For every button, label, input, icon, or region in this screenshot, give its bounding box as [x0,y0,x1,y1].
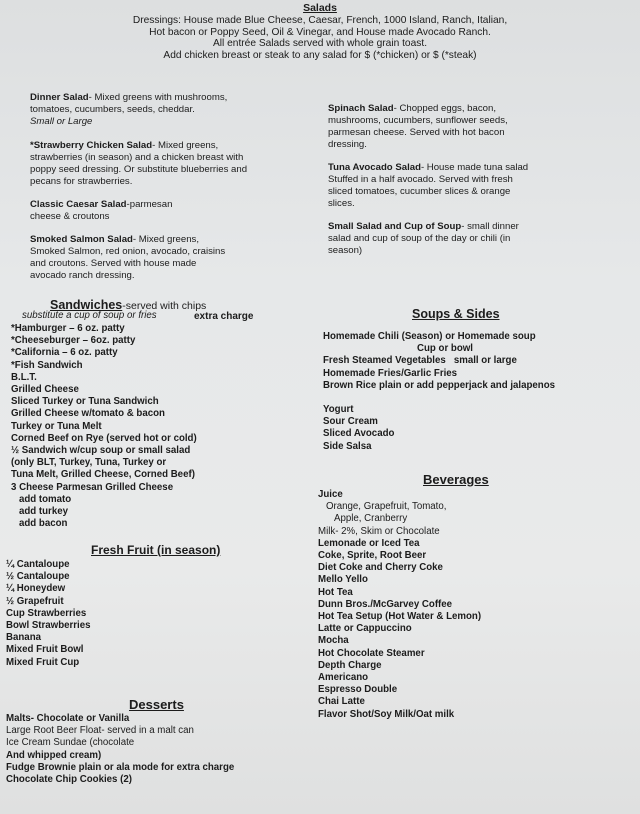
menu-item: Brown Rice plain or add pepperjack and jalapenos [323,379,556,391]
salad-note: Small or Large [30,115,93,127]
salad-smoked-salmon [30,234,235,282]
header-line: Hot bacon or Poppy Seed, Oil & Vinegar, and House made Avocado Ranch. [149,26,491,38]
menu-item: Sliced Avocado [323,428,395,440]
salads-header-lines [0,15,640,61]
desserts-title: Desserts [129,697,184,712]
menu-item: Dunn Bros./McGarvey Coffee [318,598,453,610]
header-line: Dressings: House made Blue Cheese, Caesar, French, 1000 Island, Ranch, Italian, [132,15,508,26]
desserts-list [6,713,234,786]
menu-item: *Cheeseburger – 6oz. patty [11,335,136,347]
salad-name: Smoked Salmon Salad [30,234,133,245]
menu-item: Milk- 2%, Skim or Chocolate [318,525,440,537]
menu-item: *Hamburger – 6 oz. patty [11,323,125,334]
menu-item: Homemade Fries/Garlic Fries [323,367,458,379]
menu-item: Chocolate Chip Cookies (2) [6,774,132,786]
menu-item: Fudge Brownie plain or ala mode for extra charge [6,761,235,773]
menu-item: Hot Chocolate Steamer [318,647,425,659]
salad-desc: -parmesan cheese & croutons [30,199,173,222]
salad-dinner [30,92,250,128]
sides-list [323,404,394,453]
menu-item: *Fish Sandwich [11,359,83,371]
menu-item: Ice Cream Sundae (chocolate [6,737,135,749]
menu-item-sizes: small or large [453,355,517,367]
salad-desc: - House made tuna salad Stuffed in a half avocado. Served with fresh sliced tomatoes, cucumber slices & orange slices. [328,162,529,209]
menu-item: Grilled Cheese w/tomato & bacon [11,408,165,420]
menu-item: Mixed Fruit Cup [6,656,80,668]
salad-small-soup [328,221,543,257]
menu-item: Sour Cream [323,416,378,428]
salad-name: Classic Caesar Salad [30,199,127,210]
menu-item: Mixed Fruit Bowl [6,644,84,656]
menu-item: Yogurt [323,404,354,415]
menu-item-detail: Apple, Cranberry [334,513,408,525]
menu-item: Mello Yello [318,574,368,586]
menu-item: Latte or Cappuccino [318,623,412,635]
salad-desc: - Mixed greens, Smoked Salmon, red onion, avocado, craisins and croutons. Served with house made avocado ranch dressing. [30,234,226,281]
menu-item: Malts- Chocolate or Vanilla [6,713,130,724]
menu-item: Americano [318,672,369,684]
sandwiches-subtitle: -served with chips [122,300,207,312]
menu-item: Hot Tea [318,586,353,598]
menu-item: Hot Tea Setup (Hot Water & Lemon) [318,611,482,623]
menu-item: Coke, Sprite, Root Beer [318,550,427,562]
menu-item: Bowl Strawberries [6,620,91,632]
menu-item: Chai Latte [318,696,365,708]
fruit-title: Fresh Fruit (in season) [91,543,221,557]
menu-item: Corned Beef on Rye (served hot or cold) [11,432,197,444]
addon-item: add tomato [19,493,72,505]
menu-item: Homemade Chili (Season) or Homemade soup [323,331,536,342]
menu-item: Depth Charge [318,659,382,671]
menu-item: Turkey or Tuna Melt [11,420,102,432]
sandwiches-list [11,323,197,530]
fruit-list [6,559,91,669]
salad-strawberry-chicken [30,140,255,188]
menu-item: Tuna Melt, Grilled Cheese, Corned Beef) [11,469,195,481]
menu-item: Large Root Beer Float- served in a malt can [6,725,194,737]
menu-item: ½ Cantaloupe [6,571,70,583]
soups-list [323,331,555,392]
salad-desc: - small dinner salad and cup of soup of the day or chili (in season) [328,221,519,256]
salad-desc: - Chopped eggs, bacon, mushrooms, cucumbers, sunflower seeds, parmesan cheese. Served with hot bacon dressing. [328,103,508,150]
menu-item: Diet Coke and Cherry Coke [318,562,443,574]
salad-name: Tuna Avocado Salad [328,162,421,173]
salad-desc: - Mixed greens, strawberries (in season) and a chicken breast with poppy seed dressing. Or substitute blueberries and pecans for strawberries. [30,140,248,187]
addon-item: add turkey [19,506,68,518]
soups-title: Soups & Sides [412,307,500,321]
header-line: All entrée Salads served with whole grain toast. [212,38,428,50]
menu-item: Lemonade or Iced Tea [318,537,420,549]
sandwiches-title: Sandwiches [50,298,123,312]
menu-item: Sliced Turkey or Tuna Sandwich [11,396,159,408]
extra-charge: extra charge [194,311,254,322]
salad-name: Dinner Salad [30,92,89,103]
menu-item: ¼ Cantaloupe [6,559,70,570]
menu-item: B.L.T. [11,371,37,383]
menu-item: 3 Cheese Parmesan Grilled Cheese [11,481,174,493]
menu-item: Grilled Cheese [11,384,79,396]
menu-item: Espresso Double [318,684,398,696]
salad-tuna-avocado [328,162,538,210]
menu-item: (only BLT, Turkey, Tuna, Turkey or [11,457,167,469]
menu-item: Juice [318,489,343,500]
salad-desc: - Mixed greens with mushrooms, tomatoes, cucumbers, seeds, cheddar. [30,92,228,115]
menu-item-label: Fresh Steamed Vegetables [323,355,446,367]
beverages-list [318,489,481,721]
header-line: Add chicken breast or steak to any salad for $ (*chicken) or $ (*steak) [163,49,477,61]
menu-item: Mocha [318,635,349,647]
menu-item: *California – 6 oz. patty [11,347,118,359]
salad-caesar [30,199,200,223]
addon-item: add bacon [19,518,68,530]
menu-item [323,355,555,367]
salad-name: Spinach Salad [328,103,394,114]
menu-item: And whipped cream) [6,749,102,761]
menu-item: Banana [6,632,41,644]
menu-item: ½ Sandwich w/cup soup or small salad [11,445,191,457]
menu-item: ¼ Honeydew [6,583,66,595]
menu-item: ½ Grapefruit [6,595,64,607]
menu-item: Flavor Shot/Soy Milk/Oat milk [318,708,455,720]
salads-title: Salads [303,2,337,14]
menu-item: Side Salsa [323,440,372,452]
substitute-note: substitute a cup of soup or fries [22,310,157,321]
beverages-title: Beverages [423,472,489,487]
menu-item-detail: Orange, Grapefruit, Tomato, [326,501,447,513]
menu-item: Cup Strawberries [6,607,87,619]
sandwiches-substitute [22,310,157,321]
salad-name: *Strawberry Chicken Salad [30,140,153,151]
menu-item-sizes: Cup or bowl [417,343,473,355]
salad-spinach [328,103,538,151]
salad-name: Small Salad and Cup of Soup [328,221,462,232]
